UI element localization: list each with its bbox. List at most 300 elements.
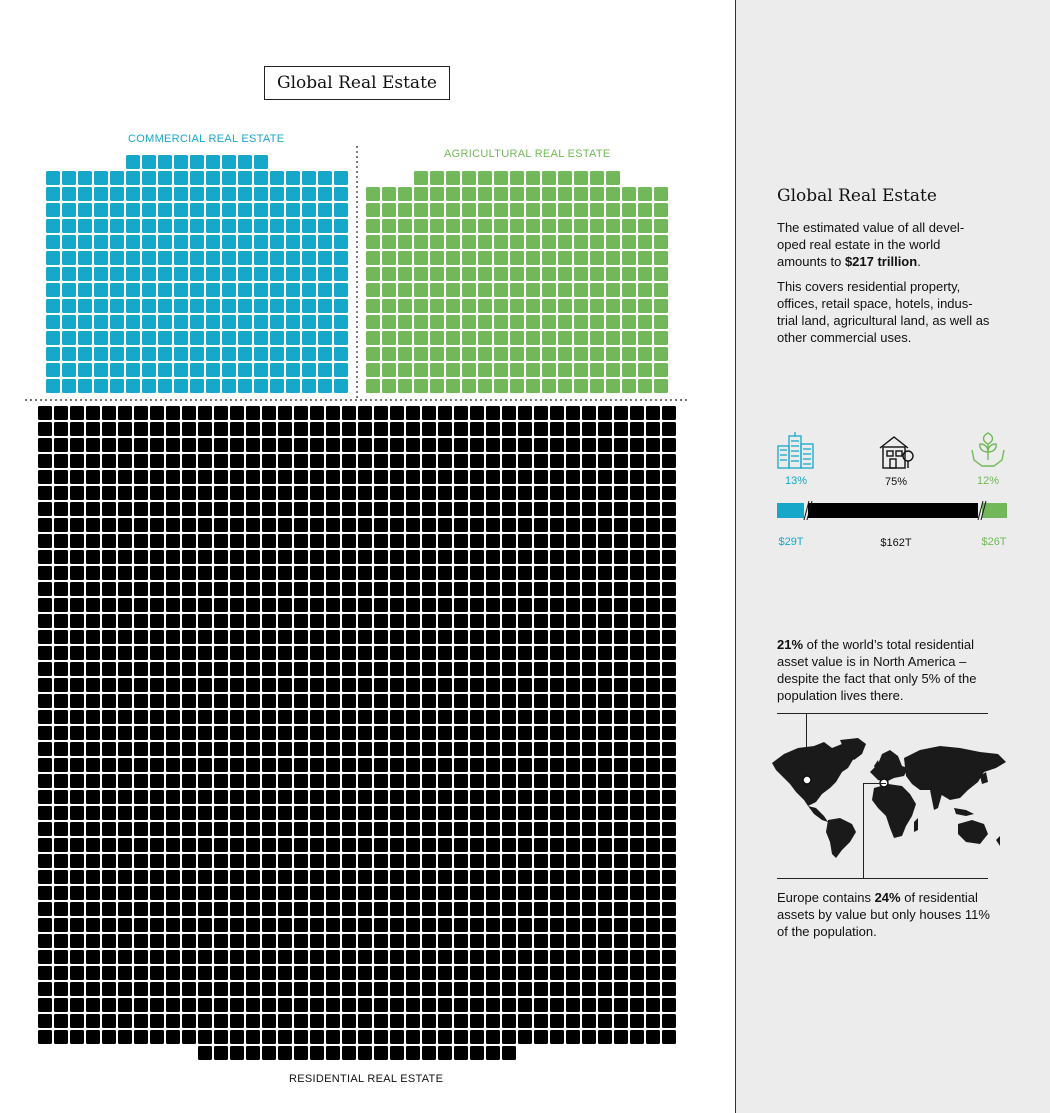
residential-cell (102, 726, 116, 740)
commercial-cell (126, 219, 140, 233)
residential-cell (518, 950, 532, 964)
residential-cell (294, 998, 308, 1012)
residential-cell (278, 950, 292, 964)
commercial-cell (254, 251, 268, 265)
residential-cell (118, 726, 132, 740)
residential-cell (166, 710, 180, 724)
residential-cell (214, 854, 228, 868)
residential-cell (134, 902, 148, 916)
residential-cell (502, 422, 516, 436)
commercial-cell (254, 331, 268, 345)
residential-cell (246, 742, 260, 756)
commercial-cell (110, 299, 124, 313)
residential-cell (166, 838, 180, 852)
commercial-cell (334, 187, 348, 201)
residential-cell (198, 566, 212, 580)
commercial-cell (62, 187, 76, 201)
residential-cell (486, 406, 500, 420)
residential-cell (358, 694, 372, 708)
residential-cell (518, 438, 532, 452)
residential-cell (118, 982, 132, 996)
residential-cell (518, 502, 532, 516)
commercial-cell (302, 219, 316, 233)
residential-cell (438, 1030, 452, 1044)
residential-cell (422, 854, 436, 868)
residential-cell (150, 422, 164, 436)
commercial-cell (222, 347, 236, 361)
residential-cell (598, 662, 612, 676)
residential-cell (406, 934, 420, 948)
agricultural-cell (606, 315, 620, 329)
residential-cell (470, 438, 484, 452)
residential-cell (294, 1030, 308, 1044)
residential-cell (310, 470, 324, 484)
agricultural-cell (654, 203, 668, 217)
residential-cell (342, 918, 356, 932)
agricultural-cell (462, 331, 476, 345)
residential-cell (358, 406, 372, 420)
residential-cell (358, 918, 372, 932)
commercial-cell (62, 267, 76, 281)
residential-cell (150, 614, 164, 628)
commercial-cell (78, 251, 92, 265)
residential-cell (582, 550, 596, 564)
agricultural-cell (654, 379, 668, 393)
agricultural-cell (430, 299, 444, 313)
residential-cell (54, 918, 68, 932)
residential-cell (214, 518, 228, 532)
residential-cell (326, 614, 340, 628)
residential-cell (326, 806, 340, 820)
agricultural-cell (574, 347, 588, 361)
residential-cell (358, 886, 372, 900)
commercial-cell (142, 363, 156, 377)
residential-cell (646, 454, 660, 468)
residential-cell (262, 1014, 276, 1028)
residential-cell (582, 1030, 596, 1044)
commercial-cell (190, 347, 204, 361)
residential-cell (182, 1014, 196, 1028)
residential-cell (486, 806, 500, 820)
residential-cell (118, 678, 132, 692)
residential-cell (246, 1046, 260, 1060)
commercial-cell (110, 235, 124, 249)
residential-cell (246, 582, 260, 596)
residential-cell (438, 470, 452, 484)
residential-cell (438, 518, 452, 532)
residential-cell (86, 886, 100, 900)
residential-cell (518, 694, 532, 708)
agricultural-cell (430, 363, 444, 377)
residential-cell (454, 534, 468, 548)
residential-cell (598, 534, 612, 548)
residential-cell (598, 982, 612, 996)
residential-cell (358, 422, 372, 436)
residential-cell (662, 598, 676, 612)
residential-cell (310, 438, 324, 452)
residential-cell (454, 710, 468, 724)
residential-cell (614, 694, 628, 708)
residential-cell (662, 774, 676, 788)
residential-cell (566, 518, 580, 532)
agricultural-cell (430, 379, 444, 393)
residential-cell (230, 790, 244, 804)
residential-cell (166, 646, 180, 660)
residential-cell (54, 998, 68, 1012)
residential-cell (118, 406, 132, 420)
residential-cell (614, 662, 628, 676)
residential-cell (566, 710, 580, 724)
commercial-cell (222, 187, 236, 201)
agricultural-cell (606, 379, 620, 393)
residential-cell (150, 646, 164, 660)
residential-cell (150, 454, 164, 468)
residential-cell (182, 454, 196, 468)
agricultural-cell (638, 299, 652, 313)
residential-cell (182, 966, 196, 980)
commercial-cell (158, 315, 172, 329)
residential-cell (502, 966, 516, 980)
residential-cell (518, 806, 532, 820)
residential-cell (118, 470, 132, 484)
agricultural-cell (510, 251, 524, 265)
residential-cell (646, 758, 660, 772)
residential-cell (390, 902, 404, 916)
residential-cell (358, 998, 372, 1012)
residential-cell (150, 486, 164, 500)
residential-cell (454, 486, 468, 500)
residential-cell (182, 486, 196, 500)
commercial-cell (174, 251, 188, 265)
residential-cell (70, 870, 84, 884)
agricultural-cell (462, 187, 476, 201)
residential-cell (502, 518, 516, 532)
residential-cell (630, 454, 644, 468)
residential-cell (646, 742, 660, 756)
residential-cell (502, 662, 516, 676)
residential-cell (54, 870, 68, 884)
residential-cell (662, 486, 676, 500)
residential-cell (166, 1014, 180, 1028)
commercial-cell (158, 363, 172, 377)
residential-cell (166, 1030, 180, 1044)
commercial-cell (254, 219, 268, 233)
agricultural-cell (622, 235, 636, 249)
commercial-cell (206, 171, 220, 185)
residential-cell (358, 902, 372, 916)
residential-cell (422, 934, 436, 948)
residential-cell (502, 854, 516, 868)
agricultural-cell (366, 331, 380, 345)
residential-cell (326, 502, 340, 516)
residential-cell (598, 582, 612, 596)
residential-cell (518, 854, 532, 868)
residential-cell (310, 886, 324, 900)
residential-cell (406, 1014, 420, 1028)
commercial-cell (110, 315, 124, 329)
residential-cell (246, 502, 260, 516)
residential-cell (278, 598, 292, 612)
agricultural-cell (446, 171, 460, 185)
residential-cell (294, 886, 308, 900)
residential-cell (598, 502, 612, 516)
residential-cell (422, 790, 436, 804)
residential-cell (630, 854, 644, 868)
residential-cell (550, 454, 564, 468)
residential-cell (86, 630, 100, 644)
residential-cell (630, 902, 644, 916)
residential-cell (294, 966, 308, 980)
residential-cell (38, 582, 52, 596)
residential-cell (470, 822, 484, 836)
residential-cell (262, 758, 276, 772)
commercial-cell (126, 203, 140, 217)
residential-cell (150, 438, 164, 452)
residential-cell (118, 454, 132, 468)
residential-cell (406, 822, 420, 836)
residential-cell (646, 694, 660, 708)
residential-cell (502, 742, 516, 756)
residential-cell (294, 566, 308, 580)
agricultural-cell (542, 267, 556, 281)
agricultural-cell (382, 187, 396, 201)
residential-cell (134, 454, 148, 468)
commercial-cell (190, 379, 204, 393)
residential-cell (422, 710, 436, 724)
commercial-cell (62, 299, 76, 313)
residential-cell (598, 486, 612, 500)
residential-cell (534, 678, 548, 692)
residential-cell (390, 934, 404, 948)
residential-cell (518, 758, 532, 772)
residential-cell (502, 998, 516, 1012)
residential-cell (422, 630, 436, 644)
commercial-cell (254, 235, 268, 249)
commercial-cell (206, 363, 220, 377)
residential-cell (662, 614, 676, 628)
agricultural-cell (478, 219, 492, 233)
residential-cell (470, 966, 484, 980)
residential-cell (134, 870, 148, 884)
residential-cell (502, 982, 516, 996)
residential-cell (566, 662, 580, 676)
residential-cell (342, 502, 356, 516)
residential-cell (262, 710, 276, 724)
residential-cell (150, 406, 164, 420)
residential-cell (342, 1014, 356, 1028)
residential-cell (566, 966, 580, 980)
residential-cell (550, 1014, 564, 1028)
agricultural-cell (622, 315, 636, 329)
residential-cell (358, 966, 372, 980)
residential-cell (230, 678, 244, 692)
residential-cell (86, 470, 100, 484)
residential-cell (342, 758, 356, 772)
residential-cell (406, 1046, 420, 1060)
commercial-cell (254, 283, 268, 297)
residential-cell (374, 534, 388, 548)
residential-cell (262, 598, 276, 612)
residential-cell (630, 502, 644, 516)
commercial-cell (94, 315, 108, 329)
agricultural-cell (558, 347, 572, 361)
commercial-cell (270, 283, 284, 297)
intro-paragraph-1: The estimated value of all devel-oped real estate in the world amounts to $217 trillion. (777, 220, 965, 269)
residential-cell (134, 614, 148, 628)
residential-cell (598, 646, 612, 660)
residential-cell (486, 630, 500, 644)
agricultural-cell (574, 331, 588, 345)
residential-cell (374, 1014, 388, 1028)
residential-cell (214, 774, 228, 788)
residential-cell (358, 566, 372, 580)
residential-cell (86, 502, 100, 516)
residential-cell (70, 534, 84, 548)
residential-cell (566, 790, 580, 804)
residential-cell (70, 518, 84, 532)
residential-cell (374, 502, 388, 516)
commercial-cell (78, 267, 92, 281)
residential-cell (38, 710, 52, 724)
agricultural-cell (542, 219, 556, 233)
residential-cell (566, 950, 580, 964)
agricultural-cell (654, 363, 668, 377)
residential-cell (326, 886, 340, 900)
residential-cell (102, 822, 116, 836)
residential-cell (502, 1046, 516, 1060)
residential-cell (598, 742, 612, 756)
residential-cell (294, 406, 308, 420)
residential-cell (54, 678, 68, 692)
residential-cell (598, 774, 612, 788)
commercial-cell (334, 331, 348, 345)
residential-cell (422, 598, 436, 612)
residential-cell (182, 790, 196, 804)
residential-cell (566, 486, 580, 500)
residential-cell (214, 1014, 228, 1028)
residential-cell (534, 934, 548, 948)
agricultural-cell (526, 235, 540, 249)
residential-cell (486, 742, 500, 756)
residential-cell (166, 694, 180, 708)
residential-cell (134, 1030, 148, 1044)
agricultural-cell (398, 347, 412, 361)
residential-cell (438, 726, 452, 740)
residential-cell (598, 998, 612, 1012)
commercial-cell (174, 219, 188, 233)
residential-cell (86, 534, 100, 548)
residential-cell (614, 854, 628, 868)
commercial-cell (270, 171, 284, 185)
page-title: Global Real Estate (264, 66, 450, 100)
residential-cell (534, 998, 548, 1012)
residential-cell (534, 454, 548, 468)
agricultural-cell (398, 379, 412, 393)
residential-cell (102, 470, 116, 484)
residential-cell (166, 502, 180, 516)
residential-cell (358, 726, 372, 740)
residential-cell (518, 646, 532, 660)
residential-cell (134, 662, 148, 676)
residential-cell (38, 422, 52, 436)
residential-cell (54, 662, 68, 676)
residential-cell (662, 822, 676, 836)
residential-cell (182, 1030, 196, 1044)
residential-cell (198, 982, 212, 996)
residential-cell (102, 886, 116, 900)
residential-cell (470, 742, 484, 756)
residential-cell (662, 806, 676, 820)
residential-cell (486, 694, 500, 708)
residential-cell (214, 614, 228, 628)
residential-cell (326, 822, 340, 836)
residential-cell (118, 438, 132, 452)
residential-cell (358, 454, 372, 468)
agricultural-cell (526, 347, 540, 361)
residential-cell (646, 1014, 660, 1028)
residential-cell (294, 742, 308, 756)
residential-cell (150, 982, 164, 996)
residential-cell (438, 966, 452, 980)
residential-cell (230, 902, 244, 916)
residential-cell (38, 486, 52, 500)
residential-cell (150, 662, 164, 676)
residential-cell (438, 806, 452, 820)
residential-cell (134, 406, 148, 420)
residential-cell (582, 854, 596, 868)
residential-cell (134, 950, 148, 964)
residential-cell (646, 598, 660, 612)
residential-cell (470, 550, 484, 564)
residential-cell (230, 854, 244, 868)
commercial-cell (62, 235, 76, 249)
residential-cell (230, 982, 244, 996)
commercial-cell (222, 203, 236, 217)
residential-cell (86, 550, 100, 564)
residential-cell (358, 438, 372, 452)
plant-hands-icon (968, 432, 1008, 470)
commercial-cell (222, 235, 236, 249)
residential-cell (38, 950, 52, 964)
residential-cell (182, 662, 196, 676)
residential-cell (310, 790, 324, 804)
residential-cell (534, 758, 548, 772)
residential-cell (454, 934, 468, 948)
residential-cell (374, 438, 388, 452)
residential-cell (198, 774, 212, 788)
agricultural-cell (622, 187, 636, 201)
residential-cell (326, 694, 340, 708)
commercial-cell (334, 379, 348, 393)
agricultural-cell (558, 235, 572, 249)
residential-cell (566, 550, 580, 564)
residential-cell (550, 806, 564, 820)
residential-cell (214, 950, 228, 964)
residential-cell (310, 566, 324, 580)
residential-cell (662, 710, 676, 724)
residential-cell (454, 454, 468, 468)
residential-cell (662, 534, 676, 548)
residential-cell (246, 790, 260, 804)
residential-cell (454, 422, 468, 436)
agricultural-cell (382, 251, 396, 265)
residential-cell (534, 486, 548, 500)
commercial-label: COMMERCIAL REAL ESTATE (128, 133, 285, 145)
residential-cell (550, 678, 564, 692)
residential-cell (630, 838, 644, 852)
residential-cell (358, 470, 372, 484)
residential-cell (278, 662, 292, 676)
